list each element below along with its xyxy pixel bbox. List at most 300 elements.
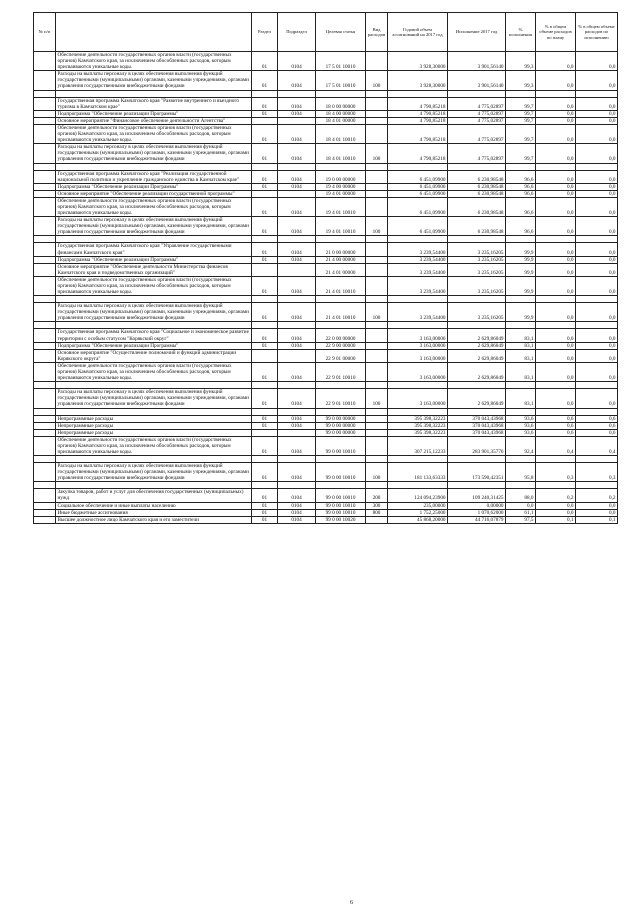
table-row — [34, 183, 618, 190]
row-section: 01 — [252, 303, 278, 322]
row-share-plan: 0,0 — [536, 124, 576, 143]
col-fact: Исполнение 2017 год — [448, 13, 506, 52]
row-name: Обеспечение деятельности государственных органов власти (государственных органов) Камчатского края, за исключением обособленных расходов, которым присваиваются уникальные коды. — [56, 197, 252, 216]
row-subsection: 0104 — [278, 362, 316, 381]
row-percent: 96,6 — [506, 170, 536, 183]
row-section — [252, 429, 278, 436]
col-section: Раздел — [252, 13, 278, 52]
row-number — [34, 429, 56, 436]
spacer-cell — [34, 90, 56, 97]
row-number — [34, 256, 56, 263]
row-expense-type — [366, 183, 388, 190]
row-target: 99 0 00 00000 — [316, 415, 366, 422]
row-target: 18 4 00 00000 — [316, 110, 366, 117]
row-fact: 3 235,16205 — [448, 263, 506, 276]
spacer-cell — [576, 90, 618, 97]
row-percent: 93,6 — [506, 422, 536, 429]
row-percent: 99,9 — [506, 303, 536, 322]
spacer-cell — [388, 382, 448, 389]
row-fact: 3 901,56140 — [448, 71, 506, 90]
row-share-fact: 0,0 — [576, 124, 618, 143]
spacer-cell — [56, 382, 252, 389]
row-subsection — [278, 429, 316, 436]
row-target: 19 4 01 10010 — [316, 197, 366, 216]
row-plan: 395 398,32223 — [388, 415, 448, 422]
spacer-cell — [278, 408, 316, 415]
row-expense-type: 100 — [366, 71, 388, 90]
row-target: 22 9 01 10010 — [316, 362, 366, 381]
spacer-cell — [536, 322, 576, 329]
row-share-plan: 0,0 — [536, 509, 576, 516]
table-row — [34, 243, 618, 256]
spacer-cell — [576, 456, 618, 463]
row-section: 01 — [252, 362, 278, 381]
row-subsection — [278, 349, 316, 362]
spacer-cell — [448, 296, 506, 303]
row-expense-type — [366, 436, 388, 455]
table-row — [34, 117, 618, 124]
row-section: 01 — [252, 436, 278, 455]
row-target: 99 0 00 10010 — [316, 502, 366, 509]
spacer-cell — [448, 322, 506, 329]
row-section: 01 — [252, 256, 278, 263]
row-share-fact: 0,0 — [576, 349, 618, 362]
row-plan: 6 451,09900 — [388, 170, 448, 183]
row-fact: 173 590,42351 — [448, 463, 506, 482]
row-subsection: 0104 — [278, 71, 316, 90]
row-fact: 4 775,02897 — [448, 110, 506, 117]
spacer-cell — [388, 90, 448, 97]
row-plan: 3 163,00000 — [388, 342, 448, 349]
row-subsection: 0104 — [278, 303, 316, 322]
row-expense-type: 100 — [366, 463, 388, 482]
row-number — [34, 509, 56, 516]
spacer-cell — [388, 296, 448, 303]
row-name: Основное мероприятие "Обеспечение деятельности Министерства финансов Камчатского края и подведомственных организаций" — [56, 263, 252, 276]
row-spacer — [34, 382, 618, 389]
row-number — [34, 197, 56, 216]
row-number — [34, 349, 56, 362]
row-share-plan: 0,0 — [536, 110, 576, 117]
table-body — [34, 52, 618, 524]
row-subsection: 0104 — [278, 144, 316, 163]
spacer-cell — [34, 482, 56, 489]
row-expense-type — [366, 516, 388, 523]
row-percent: 93,6 — [506, 415, 536, 422]
row-percent: 99,9 — [506, 276, 536, 295]
spacer-cell — [366, 236, 388, 243]
row-spacer — [34, 90, 618, 97]
row-plan: 4 790,85218 — [388, 117, 448, 124]
row-name: Государственная программа Камчатского края "Управление государственными финансами Камчатского края" — [56, 243, 252, 256]
row-name: Непрограммные расходы — [56, 422, 252, 429]
row-number — [34, 263, 56, 276]
row-fact: 4 775,02897 — [448, 144, 506, 163]
spacer-cell — [506, 322, 536, 329]
row-share-plan: 0,0 — [536, 502, 576, 509]
row-fact: 3 235,16205 — [448, 303, 506, 322]
spacer-cell — [34, 382, 56, 389]
row-expense-type: 200 — [366, 489, 388, 502]
row-share-plan: 0,0 — [536, 389, 576, 408]
row-plan: 6 451,09900 — [388, 190, 448, 197]
row-expense-type — [366, 190, 388, 197]
row-share-fact: 0,2 — [576, 489, 618, 502]
table-row — [34, 429, 618, 436]
row-percent: 0,0 — [506, 502, 536, 509]
row-expense-type — [366, 110, 388, 117]
spacer-cell — [56, 456, 252, 463]
row-plan: 3 239,54400 — [388, 256, 448, 263]
row-name: Высшее должностное лицо Камчатского края и его заместители — [56, 516, 252, 523]
row-expense-type — [366, 243, 388, 256]
row-fact: 6 230,98548 — [448, 183, 506, 190]
row-percent: 97,5 — [506, 516, 536, 523]
row-plan: 395 398,32223 — [388, 422, 448, 429]
row-expense-type: 100 — [366, 217, 388, 236]
row-subsection: 0104 — [278, 197, 316, 216]
row-share-fact: 0,0 — [576, 144, 618, 163]
row-name: Подпрограмма "Обеспечение реализации Программы" — [56, 110, 252, 117]
row-fact: 283 901,35776 — [448, 436, 506, 455]
row-name: Государственная программа Камчатского края "Развитие внутреннего и въездного туризма в Камчатском крае" — [56, 97, 252, 110]
row-share-fact: 0,6 — [576, 422, 618, 429]
row-expense-type — [366, 117, 388, 124]
row-name: Обеспечение деятельности государственных органов власти (государственных органов) Камчатского края, за исключением обособленных расходов, которым присваиваются уникальные коды. — [56, 436, 252, 455]
row-fact: 2 629,86049 — [448, 389, 506, 408]
col-share-plan: % в общем объеме расходов по плану — [536, 13, 576, 52]
row-spacer — [34, 456, 618, 463]
spacer-cell — [34, 236, 56, 243]
spacer-cell — [536, 296, 576, 303]
row-number — [34, 303, 56, 322]
row-expense-type — [366, 170, 388, 183]
table-row — [34, 389, 618, 408]
spacer-cell — [506, 382, 536, 389]
spacer-cell — [252, 90, 278, 97]
row-share-plan: 0,6 — [536, 422, 576, 429]
row-plan: 4 790,85218 — [388, 110, 448, 117]
row-expense-type — [366, 97, 388, 110]
spacer-cell — [316, 296, 366, 303]
row-target: 21 4 01 10010 — [316, 303, 366, 322]
row-subsection: 0104 — [278, 124, 316, 143]
spacer-cell — [316, 90, 366, 97]
spacer-cell — [252, 296, 278, 303]
row-share-plan: 0,0 — [536, 197, 576, 216]
spacer-cell — [34, 408, 56, 415]
row-spacer — [34, 482, 618, 489]
row-percent: 99,7 — [506, 124, 536, 143]
row-percent: 99,7 — [506, 110, 536, 117]
row-spacer — [34, 322, 618, 329]
row-percent: 96,6 — [506, 190, 536, 197]
table-row — [34, 329, 618, 342]
row-percent: 99,9 — [506, 243, 536, 256]
row-share-plan: 0,0 — [536, 256, 576, 263]
spacer-cell — [252, 456, 278, 463]
row-percent: 96,6 — [506, 217, 536, 236]
row-plan: 3 239,54400 — [388, 303, 448, 322]
row-share-fact: 0,0 — [576, 502, 618, 509]
row-fact: 4 775,02897 — [448, 117, 506, 124]
row-share-fact: 0,0 — [576, 276, 618, 295]
row-fact: 6 230,98548 — [448, 190, 506, 197]
spacer-cell — [576, 482, 618, 489]
spacer-cell — [278, 482, 316, 489]
row-share-fact: 0,0 — [576, 183, 618, 190]
row-name: Государственная программа Камчатского края "Социальное и экономическое развитие территории с особым статусом "Корякский округ" — [56, 329, 252, 342]
row-section — [252, 263, 278, 276]
row-section: 01 — [252, 489, 278, 502]
row-share-fact: 0,0 — [576, 217, 618, 236]
row-share-plan: 0,0 — [536, 349, 576, 362]
table-row — [34, 422, 618, 429]
spacer-cell — [388, 456, 448, 463]
row-fact: 3 235,16205 — [448, 276, 506, 295]
row-subsection: 0104 — [278, 436, 316, 455]
row-subsection: 0104 — [278, 256, 316, 263]
row-number — [34, 436, 56, 455]
spacer-cell — [536, 382, 576, 389]
table-row — [34, 362, 618, 381]
row-percent: 93,6 — [506, 429, 536, 436]
row-share-fact: 0,0 — [576, 342, 618, 349]
row-expense-type: 100 — [366, 389, 388, 408]
row-section: 01 — [252, 502, 278, 509]
row-share-fact: 0,0 — [576, 263, 618, 276]
row-share-plan: 0,6 — [536, 415, 576, 422]
row-share-fact: 0,0 — [576, 329, 618, 342]
row-percent: 99,9 — [506, 256, 536, 263]
row-fact: 370 043,43968 — [448, 415, 506, 422]
table-row — [34, 263, 618, 276]
row-target: 19 4 00 00000 — [316, 183, 366, 190]
row-plan: 1 752,25000 — [388, 509, 448, 516]
row-section: 01 — [252, 110, 278, 117]
row-plan: 124 094,23900 — [388, 489, 448, 502]
row-plan: 181 133,63333 — [388, 463, 448, 482]
row-number — [34, 329, 56, 342]
row-target: 99 0 00 10020 — [316, 516, 366, 523]
spacer-cell — [278, 296, 316, 303]
row-section: 01 — [252, 516, 278, 523]
row-share-plan: 0,0 — [536, 303, 576, 322]
row-section — [252, 349, 278, 362]
row-expense-type — [366, 52, 388, 71]
row-target: 17 5 01 10010 — [316, 52, 366, 71]
row-subsection — [278, 117, 316, 124]
row-plan: 3 163,00000 — [388, 329, 448, 342]
row-expense-type — [366, 429, 388, 436]
row-share-fact: 0,0 — [576, 509, 618, 516]
row-percent: 95,8 — [506, 463, 536, 482]
row-number — [34, 463, 56, 482]
row-share-plan: 0,0 — [536, 217, 576, 236]
row-number — [34, 489, 56, 502]
row-share-fact: 0,0 — [576, 97, 618, 110]
row-share-fact: 0,0 — [576, 71, 618, 90]
row-fact: 109 240,31425 — [448, 489, 506, 502]
row-share-plan: 0,0 — [536, 52, 576, 71]
row-subsection: 0104 — [278, 97, 316, 110]
row-number — [34, 243, 56, 256]
row-section: 01 — [252, 197, 278, 216]
spacer-cell — [536, 90, 576, 97]
row-subsection: 0104 — [278, 276, 316, 295]
table-header — [34, 13, 618, 52]
spacer-cell — [506, 482, 536, 489]
table-row — [34, 197, 618, 216]
row-target: 17 5 01 10010 — [316, 71, 366, 90]
row-percent: 99,7 — [506, 97, 536, 110]
row-share-plan: 0,0 — [536, 170, 576, 183]
row-number — [34, 170, 56, 183]
spacer-cell — [316, 482, 366, 489]
table-row — [34, 71, 618, 90]
row-section — [252, 190, 278, 197]
spacer-cell — [448, 236, 506, 243]
row-percent: 99,3 — [506, 71, 536, 90]
row-share-fact: 0,0 — [576, 197, 618, 216]
col-number: № п/п — [34, 13, 56, 52]
row-subsection: 0104 — [278, 342, 316, 349]
table-row — [34, 170, 618, 183]
row-fact: 3 235,16205 — [448, 243, 506, 256]
row-percent: 99,3 — [506, 52, 536, 71]
spacer-cell — [506, 408, 536, 415]
row-name: Непрограммные расходы — [56, 415, 252, 422]
row-share-fact: 0,6 — [576, 415, 618, 422]
row-name: Расходы на выплаты персоналу в целях обеспечения выполнения функций государственными (муниципальными) органами, казенными учреждениями, органами управления государственными внебюджетными фондами — [56, 303, 252, 322]
spacer-cell — [388, 408, 448, 415]
row-name: Обеспечение деятельности государственных органов власти (государственных органов) Камчатского края, за исключением обособленных расходов, которым присваиваются уникальные коды. — [56, 362, 252, 381]
row-expense-type: 100 — [366, 144, 388, 163]
row-subsection: 0104 — [278, 516, 316, 523]
row-spacer — [34, 163, 618, 170]
spacer-cell — [34, 456, 56, 463]
spacer-cell — [506, 236, 536, 243]
row-share-fact: 0,0 — [576, 362, 618, 381]
row-target: 99 0 00 10010 — [316, 463, 366, 482]
spacer-cell — [576, 296, 618, 303]
row-percent: 83,1 — [506, 362, 536, 381]
row-share-fact: 0,0 — [576, 303, 618, 322]
spacer-cell — [448, 90, 506, 97]
row-name: Расходы на выплаты персоналу в целях обеспечения выполнения функций государственными (муниципальными) органами, казенными учреждениями, органами управления государственными внебюджетными фондами — [56, 217, 252, 236]
row-expense-type: 100 — [366, 303, 388, 322]
row-section: 01 — [252, 463, 278, 482]
spacer-cell — [536, 456, 576, 463]
row-section: 01 — [252, 97, 278, 110]
row-share-plan: 0,0 — [536, 362, 576, 381]
row-share-fact: 0,6 — [576, 429, 618, 436]
spacer-cell — [278, 456, 316, 463]
table-row — [34, 349, 618, 362]
spacer-cell — [316, 382, 366, 389]
spacer-cell — [366, 90, 388, 97]
table-row — [34, 110, 618, 117]
row-plan: 3 928,30000 — [388, 52, 448, 71]
row-plan: 3 239,54400 — [388, 243, 448, 256]
row-number — [34, 144, 56, 163]
row-spacer — [34, 296, 618, 303]
row-expense-type — [366, 415, 388, 422]
page-number: 6 — [350, 900, 353, 906]
spacer-cell — [252, 482, 278, 489]
row-target: 99 0 00 00000 — [316, 429, 366, 436]
row-fact: 2 629,86049 — [448, 342, 506, 349]
spacer-cell — [34, 163, 56, 170]
row-expense-type — [366, 422, 388, 429]
spacer-cell — [252, 322, 278, 329]
spacer-cell — [56, 296, 252, 303]
spacer-cell — [278, 90, 316, 97]
col-percent: % исполнения — [506, 13, 536, 52]
row-share-plan: 0,6 — [536, 429, 576, 436]
row-name: Расходы на выплаты персоналу в целях обеспечения выполнения функций государственными (муниципальными) органами, казенными учреждениями, органами управления государственными внебюджетными фондами — [56, 463, 252, 482]
spacer-cell — [278, 236, 316, 243]
row-fact: 3 901,56140 — [448, 52, 506, 71]
spacer-cell — [448, 382, 506, 389]
row-name: Социальное обеспечение и иные выплаты населению — [56, 502, 252, 509]
row-share-plan: 0,0 — [536, 329, 576, 342]
row-expense-type — [366, 256, 388, 263]
row-subsection: 0104 — [278, 489, 316, 502]
row-fact: 2 629,86049 — [448, 349, 506, 362]
row-fact: 4 775,02897 — [448, 124, 506, 143]
spacer-cell — [506, 90, 536, 97]
row-subsection: 0104 — [278, 389, 316, 408]
row-name: Основное мероприятие "Финансовое обеспечение деятельности Агентства" — [56, 117, 252, 124]
budget-table — [33, 12, 618, 524]
row-target: 99 0 00 10010 — [316, 436, 366, 455]
row-number — [34, 422, 56, 429]
row-target: 99 0 00 10010 — [316, 489, 366, 502]
row-fact: 3 235,16205 — [448, 256, 506, 263]
row-target: 19 0 00 00000 — [316, 170, 366, 183]
row-target: 21 4 00 00000 — [316, 256, 366, 263]
row-name: Иные бюджетные ассигнования — [56, 509, 252, 516]
table-row — [34, 303, 618, 322]
spacer-cell — [56, 90, 252, 97]
row-target: 18 4 01 10010 — [316, 144, 366, 163]
table-row — [34, 52, 618, 71]
row-name: Обеспечение деятельности государственных органов власти (государственных органов) Камчатского края, за исключением обособленных расходов, которым присваиваются уникальные коды. — [56, 52, 252, 71]
row-section: 01 — [252, 217, 278, 236]
spacer-cell — [278, 382, 316, 389]
spacer-cell — [56, 322, 252, 329]
spacer-cell — [576, 236, 618, 243]
row-number — [34, 117, 56, 124]
row-share-plan: 0,0 — [536, 71, 576, 90]
row-expense-type — [366, 276, 388, 295]
row-target: 18 4 01 10010 — [316, 124, 366, 143]
row-name: Основное мероприятие "Обеспечение реализации государственной программы" — [56, 190, 252, 197]
row-share-fact: 0,4 — [576, 436, 618, 455]
row-target: 22 9 01 00000 — [316, 349, 366, 362]
table-row — [34, 97, 618, 110]
row-share-fact: 0,0 — [576, 170, 618, 183]
row-share-plan: 0,0 — [536, 276, 576, 295]
row-fact: 0,00000 — [448, 502, 506, 509]
row-share-plan: 0,0 — [536, 263, 576, 276]
row-subsection — [278, 263, 316, 276]
row-number — [34, 415, 56, 422]
row-fact: 2 629,86049 — [448, 362, 506, 381]
row-fact: 6 230,98548 — [448, 197, 506, 216]
row-expense-type — [366, 329, 388, 342]
